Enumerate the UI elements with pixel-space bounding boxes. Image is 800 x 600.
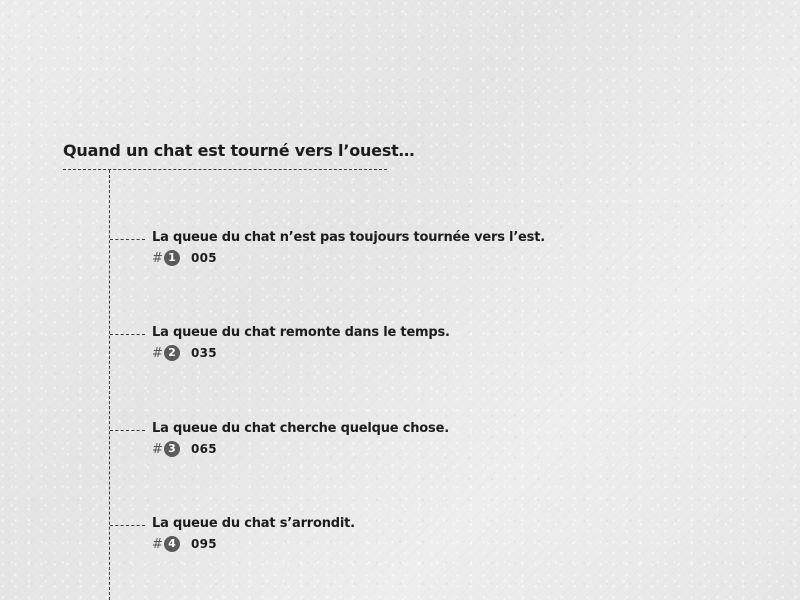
toc-title: Quand un chat est tourné vers l’ouest… [63, 141, 415, 160]
entry-title[interactable]: La queue du chat n’est pas toujours tournée vers l’est. [152, 230, 545, 245]
tree-trunk-line [109, 170, 110, 600]
hash-symbol: # [152, 250, 163, 266]
page-number: 005 [191, 251, 217, 265]
entry-title[interactable]: La queue du chat cherche quelque chose. [152, 421, 449, 436]
hash-symbol: # [152, 441, 163, 457]
entry-connector [110, 525, 145, 526]
entry-connector [110, 334, 145, 335]
hash-symbol: # [152, 345, 163, 361]
entry-title[interactable]: La queue du chat s’arrondit. [152, 516, 355, 531]
chapter-number-badge: 1 [164, 250, 180, 266]
entry-meta [152, 535, 217, 553]
page-number: 035 [191, 346, 217, 360]
title-divider [63, 169, 387, 170]
entry-title[interactable]: La queue du chat remonte dans le temps. [152, 325, 450, 340]
chapter-number-badge: 3 [164, 441, 180, 457]
entry-meta [152, 440, 217, 458]
page-number: 095 [191, 537, 217, 551]
entry-connector [110, 430, 145, 431]
hash-symbol: # [152, 536, 163, 552]
entry-meta [152, 249, 217, 267]
chapter-number-badge: 4 [164, 536, 180, 552]
entry-meta [152, 344, 217, 362]
entry-connector [110, 239, 145, 240]
page-number: 065 [191, 442, 217, 456]
chapter-number-badge: 2 [164, 345, 180, 361]
